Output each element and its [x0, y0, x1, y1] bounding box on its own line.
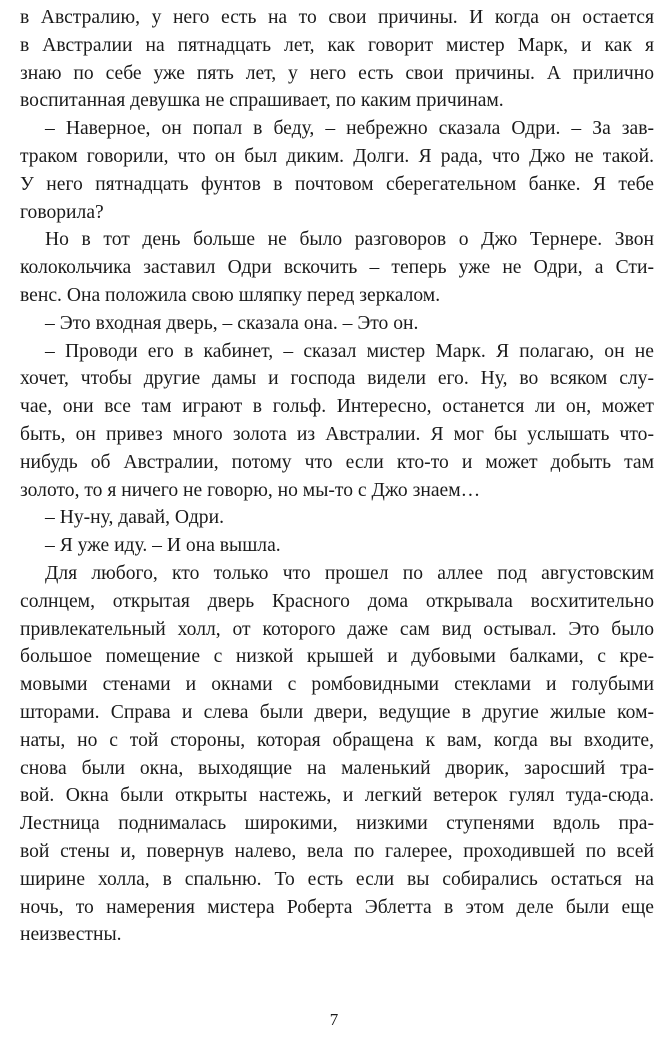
- page-text: [20, 4, 654, 949]
- page-number: 7: [329, 1010, 339, 1029]
- text-line: знаю по себе уже пять лет, у него есть свои причины. А прилично: [20, 62, 654, 84]
- text-line: неизвестны.: [20, 924, 122, 946]
- text-line: золото, то я ничего не говорю, но мы-то с Джо знаем…: [20, 479, 481, 501]
- text-line: чае, они все там играют в гольф. Интересно, останется ли он, может: [20, 396, 654, 418]
- text-line: ширине холла, в спальню. То есть если вы собирались остаться на: [20, 868, 654, 890]
- text-line: вой. Окна были открыты настежь, и легкий ветерок гулял туда-сюда.: [20, 785, 654, 807]
- text-line: Но в тот день больше не было разговоров о Джо Тернере. Звон: [45, 229, 654, 251]
- text-line: – Я уже иду. – И она вышла.: [45, 535, 281, 557]
- text-line: солнцем, открытая дверь Красного дома открывала восхитительно: [20, 590, 654, 612]
- text-line: колокольчика заставил Одри вскочить – теперь уже не Одри, а Сти-: [20, 257, 654, 279]
- text-line: ночь, то намерения мистера Роберта Эблетта в этом деле были еще: [20, 896, 654, 918]
- text-line: нибудь об Австралии, потому что если кто-то и может добыть там: [20, 451, 654, 473]
- text-line: мовыми стенами и окнами с ромбовидными стеклами и голубыми: [20, 674, 654, 696]
- text-line: – Ну-ну, давай, Одри.: [45, 507, 224, 529]
- text-line: в Австралию, у него есть на то свои причины. И когда он остается: [20, 7, 654, 28]
- text-line: Для любого, кто только что прошел по аллее под августовским: [45, 562, 654, 584]
- text-line: траком говорили, что он был диким. Долги. Я рада, что Джо не такой.: [20, 145, 654, 167]
- text-line: вой стены и, повернув налево, вела по галерее, проходившей по всей: [20, 840, 654, 862]
- text-line: венс. Она положила свою шляпку перед зеркалом.: [20, 284, 441, 306]
- text-line: – Проводи его в кабинет, – сказал мистер Марк. Я полагаю, он не: [45, 340, 654, 362]
- text-line: хочет, чтобы другие дамы и господа видели его. Ну, во всяком слу-: [20, 368, 654, 390]
- text-line: воспитанная девушка не спрашивает, по каким причинам.: [20, 90, 504, 112]
- text-line: шторами. Справа и слева были двери, ведущие в другие жилые ком-: [20, 701, 654, 723]
- text-line: наты, но с той стороны, которая обращена к вам, когда вы входите,: [20, 729, 654, 751]
- text-line: говорила?: [20, 201, 104, 223]
- text-line: привлекательный холл, от которого даже сам вид остывал. Это было: [20, 618, 654, 640]
- text-line: в Австралии на пятнадцать лет, как говорит мистер Марк, и как я: [20, 34, 654, 56]
- text-line: большое помещение с низкой крышей и дубовыми балками, с кре-: [20, 646, 654, 668]
- text-line: У него пятнадцать фунтов в почтовом сберегательном банке. Я тебе: [20, 173, 654, 195]
- text-line: быть, он привез много золота из Австралии. Я мог бы услышать что-: [20, 423, 654, 445]
- text-line: – Это входная дверь, – сказала она. – Это он.: [45, 312, 419, 334]
- text-line: снова были окна, выходящие на маленький дворик, заросший тра-: [20, 757, 654, 779]
- text-line: – Наверное, он попал в беду, – небрежно сказала Одри. – За зав-: [45, 118, 654, 140]
- text-line: Лестница поднималась широкими, низкими ступенями вдоль пра-: [20, 813, 654, 835]
